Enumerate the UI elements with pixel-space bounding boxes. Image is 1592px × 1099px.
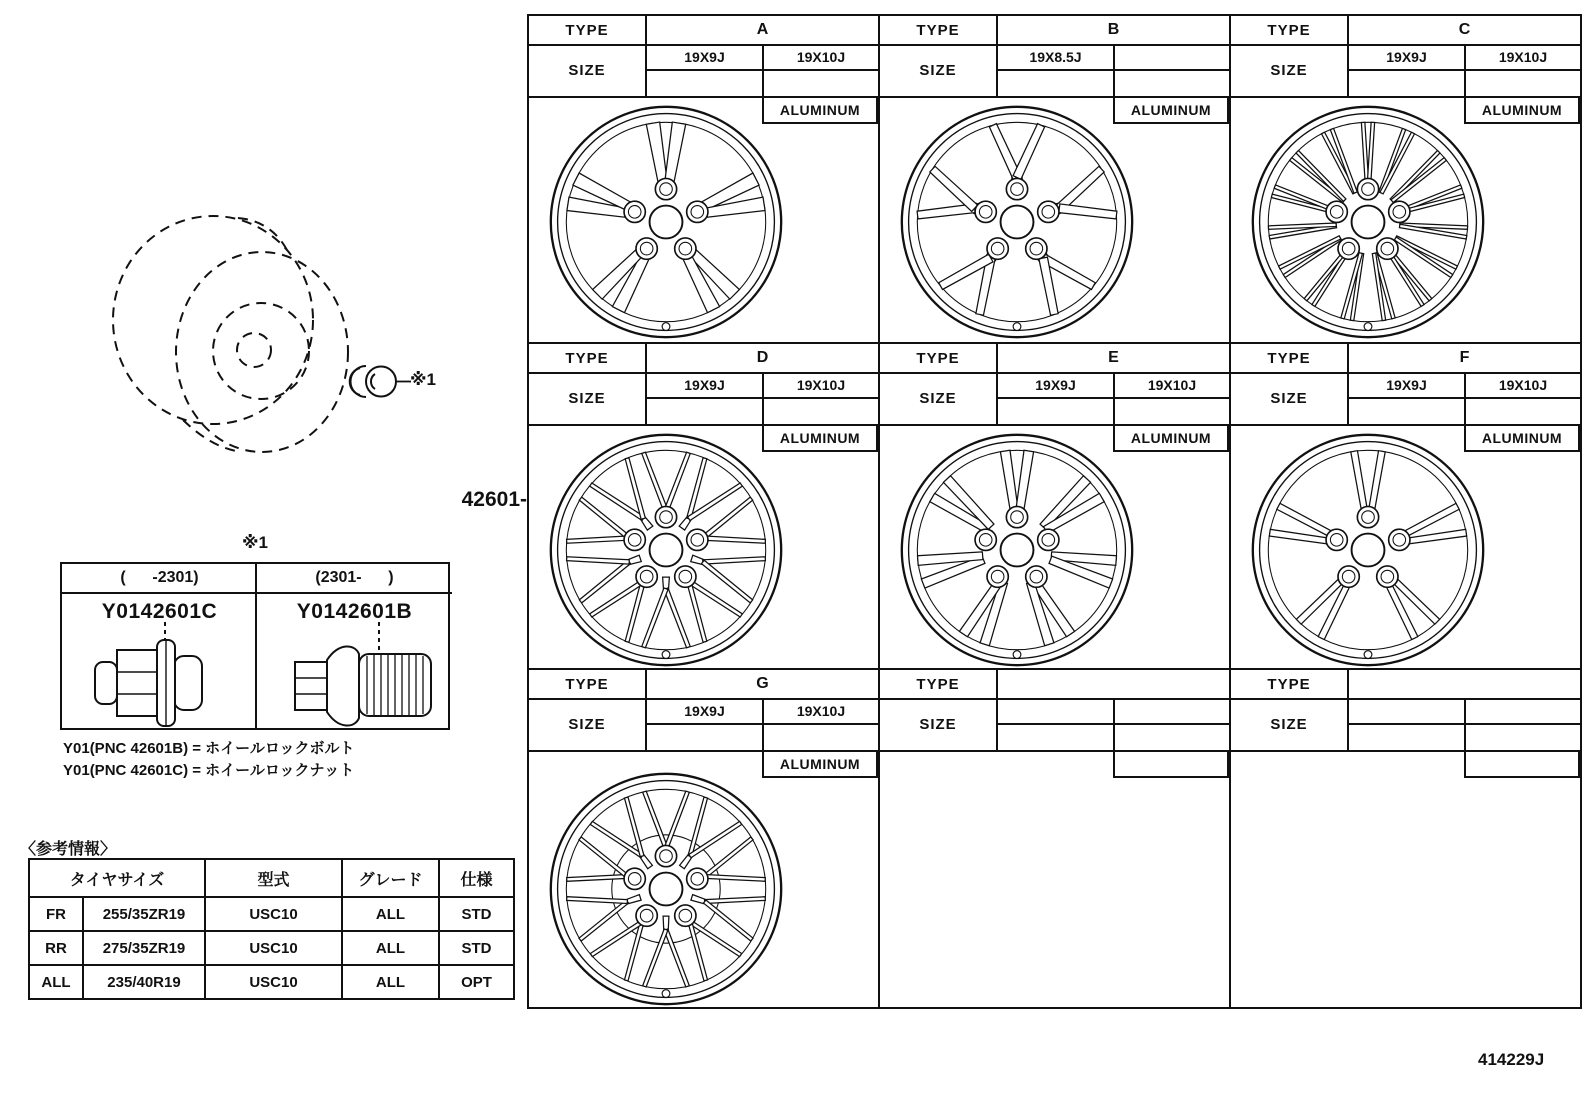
tire-size-table bbox=[28, 858, 515, 1000]
size-label: SIZE bbox=[529, 44, 647, 96]
wheel-drawing bbox=[545, 768, 787, 1010]
table-row bbox=[29, 965, 514, 999]
size-value-1: 19X8.5J bbox=[998, 44, 1113, 71]
cell-tire-size: 235/40R19 bbox=[83, 965, 205, 999]
size-label: SIZE bbox=[880, 372, 998, 424]
size-row bbox=[880, 698, 1229, 752]
type-row bbox=[880, 344, 1229, 374]
size-value-2: 19X10J bbox=[1466, 44, 1580, 71]
cell-model: USC10 bbox=[205, 931, 342, 965]
lock-bolt-drawing bbox=[257, 622, 452, 732]
cell-tire-size: 255/35ZR19 bbox=[83, 897, 205, 931]
size-row bbox=[529, 698, 878, 752]
material-badge: ALUMINUM bbox=[1113, 96, 1229, 124]
cell-spec: OPT bbox=[439, 965, 514, 999]
size-value-1 bbox=[1349, 698, 1464, 725]
type-letter-value: G bbox=[756, 675, 769, 692]
table-header-row bbox=[29, 859, 514, 897]
cell-spec: STD bbox=[439, 931, 514, 965]
lock-part-notes bbox=[63, 738, 355, 782]
type-label: TYPE bbox=[1231, 16, 1349, 44]
size-row bbox=[880, 372, 1229, 426]
cell-spec: STD bbox=[439, 897, 514, 931]
wheel-type-cell bbox=[1229, 668, 1580, 1007]
size-label: SIZE bbox=[529, 698, 647, 750]
note-line-nut: Y01(PNC 42601C) = ホイールロックナット bbox=[63, 762, 355, 779]
size-value-1: 19X9J bbox=[647, 372, 762, 399]
type-label: TYPE bbox=[880, 670, 998, 698]
size-value-2 bbox=[1115, 698, 1229, 725]
cell-model: USC10 bbox=[205, 897, 342, 931]
size-row bbox=[529, 44, 878, 98]
cell-position: RR bbox=[29, 931, 83, 965]
size-value-2 bbox=[1466, 698, 1580, 725]
wheel-type-cell bbox=[1229, 14, 1580, 342]
col-header-tire-size: タイヤサイズ bbox=[29, 859, 205, 897]
type-row bbox=[880, 670, 1229, 700]
size-label: SIZE bbox=[880, 698, 998, 750]
type-letter-value bbox=[998, 670, 1229, 698]
size-value-2: 19X10J bbox=[764, 372, 878, 399]
type-letter-value: D bbox=[756, 349, 769, 366]
size-value-1: 19X9J bbox=[647, 44, 762, 71]
cell-grade: ALL bbox=[342, 897, 439, 931]
lock-nut-part-no: Y0142601C bbox=[101, 600, 218, 623]
wheel-drawing bbox=[1247, 429, 1489, 671]
size-row bbox=[1231, 44, 1580, 98]
type-label: TYPE bbox=[1231, 344, 1349, 372]
size-row bbox=[529, 372, 878, 426]
lock-bolt-part-no: Y0142601B bbox=[296, 600, 413, 623]
lock-period-before: ( -2301) bbox=[62, 564, 257, 594]
cell-model: USC10 bbox=[205, 965, 342, 999]
material-badge: ALUMINUM bbox=[1464, 424, 1580, 452]
wheel-type-cell bbox=[878, 668, 1229, 1007]
type-row bbox=[880, 16, 1229, 46]
col-header-spec: 仕様 bbox=[439, 859, 514, 897]
cell-tire-size: 275/35ZR19 bbox=[83, 931, 205, 965]
size-value-2: 19X10J bbox=[1466, 372, 1580, 399]
type-row bbox=[1231, 344, 1580, 374]
tire-phantom-drawing bbox=[95, 180, 425, 480]
size-value-1: 19X9J bbox=[1349, 44, 1464, 71]
material-badge bbox=[1464, 750, 1580, 778]
material-badge: ALUMINUM bbox=[762, 424, 878, 452]
type-row bbox=[529, 16, 878, 46]
size-label: SIZE bbox=[1231, 44, 1349, 96]
material-badge: ALUMINUM bbox=[1113, 424, 1229, 452]
cell-position: ALL bbox=[29, 965, 83, 999]
wheel-drawing bbox=[545, 101, 787, 343]
figure-number: 414229J bbox=[1478, 1050, 1545, 1069]
wheel-drawing bbox=[1247, 101, 1489, 343]
wheel-type-cell bbox=[527, 342, 878, 668]
wheel-drawing bbox=[545, 429, 787, 671]
wheel-drawing bbox=[896, 429, 1138, 671]
col-header-model: 型式 bbox=[205, 859, 342, 897]
type-letter-value: B bbox=[1107, 21, 1120, 38]
size-value-2 bbox=[1115, 44, 1229, 71]
material-badge: ALUMINUM bbox=[1464, 96, 1580, 124]
wheel-type-grid bbox=[527, 14, 1582, 1009]
wheel-type-cell bbox=[527, 668, 878, 1007]
reference-info-title: 〈参考情報〉 bbox=[20, 841, 117, 858]
lock-nut-drawing bbox=[62, 622, 257, 732]
size-label: SIZE bbox=[1231, 372, 1349, 424]
col-header-grade: グレード bbox=[342, 859, 439, 897]
type-letter-value: C bbox=[1458, 21, 1471, 38]
size-label: SIZE bbox=[880, 44, 998, 96]
type-label: TYPE bbox=[1231, 670, 1349, 698]
type-row bbox=[529, 670, 878, 700]
size-value-1 bbox=[998, 698, 1113, 725]
cell-position: FR bbox=[29, 897, 83, 931]
part-number-label: 42601- bbox=[461, 488, 527, 511]
type-row bbox=[529, 344, 878, 374]
table-row bbox=[29, 897, 514, 931]
lock-parts-table bbox=[60, 562, 450, 730]
type-letter-value: F bbox=[1459, 349, 1470, 366]
type-label: TYPE bbox=[880, 344, 998, 372]
wheel-type-cell bbox=[878, 14, 1229, 342]
cell-grade: ALL bbox=[342, 965, 439, 999]
size-value-1: 19X9J bbox=[647, 698, 762, 725]
wheel-type-cell bbox=[527, 14, 878, 342]
wheel-type-cell bbox=[878, 342, 1229, 668]
material-badge bbox=[1113, 750, 1229, 778]
size-label: SIZE bbox=[1231, 698, 1349, 750]
cell-grade: ALL bbox=[342, 931, 439, 965]
size-value-2: 19X10J bbox=[1115, 372, 1229, 399]
material-badge: ALUMINUM bbox=[762, 750, 878, 778]
wheel-type-cell bbox=[1229, 342, 1580, 668]
type-letter-value: A bbox=[756, 21, 769, 38]
size-row bbox=[1231, 698, 1580, 752]
type-letter-value bbox=[1349, 670, 1580, 698]
type-row bbox=[1231, 670, 1580, 700]
size-value-2: 19X10J bbox=[764, 44, 878, 71]
lock-table-title: ※1 bbox=[242, 533, 268, 552]
type-label: TYPE bbox=[529, 16, 647, 44]
wheel-lock-callout-icon bbox=[348, 358, 412, 406]
size-value-1: 19X9J bbox=[1349, 372, 1464, 399]
type-label: TYPE bbox=[880, 16, 998, 44]
ref-mark-callout: ※1 bbox=[410, 370, 436, 389]
size-row bbox=[1231, 372, 1580, 426]
lock-period-after: (2301- ) bbox=[257, 564, 452, 594]
size-row bbox=[880, 44, 1229, 98]
type-label: TYPE bbox=[529, 670, 647, 698]
type-letter-value: E bbox=[1108, 349, 1119, 366]
type-label: TYPE bbox=[529, 344, 647, 372]
size-label: SIZE bbox=[529, 372, 647, 424]
size-value-2: 19X10J bbox=[764, 698, 878, 725]
type-row bbox=[1231, 16, 1580, 46]
note-line-bolt: Y01(PNC 42601B) = ホイールロックボルト bbox=[63, 740, 355, 757]
material-badge: ALUMINUM bbox=[762, 96, 878, 124]
table-row bbox=[29, 931, 514, 965]
wheel-drawing bbox=[896, 101, 1138, 343]
size-value-1: 19X9J bbox=[998, 372, 1113, 399]
